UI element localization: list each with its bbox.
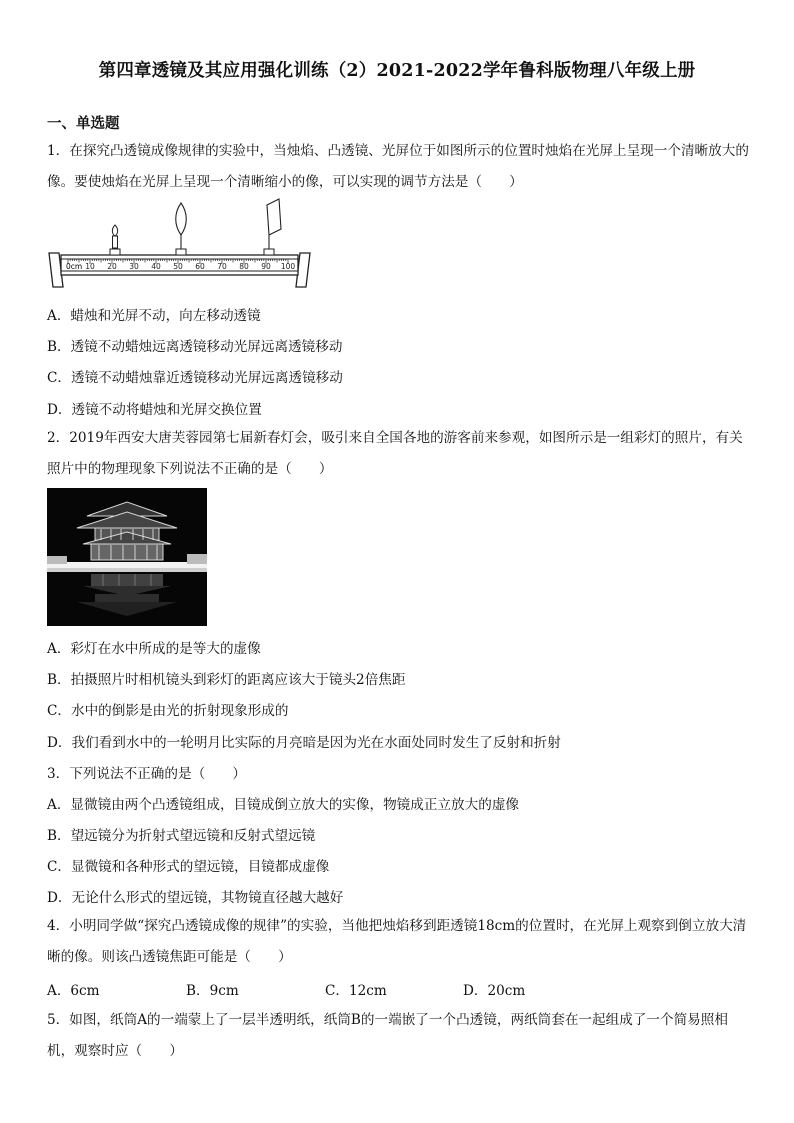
- question-4-stem: 4．小明同学做“探究凸透镜成像的规律”的实验，当他把烛焰移到距透镜18cm的位置时，在光屏上观察到倒立放大清晰的像。则该凸透镜焦距可能是（ ）: [47, 918, 747, 965]
- question-5-stem: 5．如图，纸筒A的一端蒙上了一层半透明纸，纸筒B的一端嵌了一个凸透镜，两纸筒套在一起组成了一个简易照相机，观察时应（ ）: [47, 1012, 728, 1059]
- candle-flame-icon: [112, 225, 117, 236]
- q1-option-b: B．透镜不动蜡烛远离透镜移动光屏远离透镜移动: [47, 339, 343, 355]
- q4-option-c: C．12cm: [325, 983, 387, 999]
- q3-option-c: C．显微镜和各种形式的望远镜，目镜都成虚像: [47, 859, 330, 875]
- question-2-stem: 2．2019年西安大唐芙蓉园第七届新春灯会，吸引来自全国各地的游客前来参观，如图所示是一组彩灯的照片，有关照片中的物理现象下列说法不正确的是（ ）: [47, 430, 743, 477]
- bench-unit-label: 0cm: [66, 262, 83, 271]
- question-3-stem: 3．下列说法不正确的是（ ）: [47, 766, 246, 782]
- bench-tick-label: 60: [195, 262, 205, 271]
- q2-option-b: B．拍摄照片时相机镜头到彩灯的距离应该大于镜头2倍焦距: [47, 672, 406, 688]
- bench-tick-label: 80: [239, 262, 249, 271]
- bench-tick-label: 10: [85, 262, 95, 271]
- q3-option-d: D．无论什么形式的望远镜，其物镜直径越大越好: [47, 890, 344, 906]
- section-heading: 一、单选题: [47, 115, 120, 132]
- candle-icon: [113, 236, 118, 248]
- optical-bench-figure: [47, 195, 312, 295]
- convex-lens-icon: [176, 203, 187, 235]
- document-title: 第四章透镜及其应用强化训练（2）2021-2022学年鲁科版物理八年级上册: [98, 61, 696, 81]
- q3-option-b: B．望远镜分为折射式望远镜和反射式望远镜: [47, 828, 316, 844]
- screen-icon: [267, 199, 281, 235]
- bench-tick-label: 90: [261, 262, 271, 271]
- bench-tick-label: 30: [129, 262, 139, 271]
- bench-tick-label: 50: [173, 262, 183, 271]
- q4-option-a: A．6cm: [47, 983, 100, 999]
- q2-option-a: A．彩灯在水中所成的是等大的虚像: [47, 641, 261, 657]
- q2-option-c: C．水中的倒影是由光的折射现象形成的: [47, 703, 289, 719]
- q1-option-a: A．蜡烛和光屏不动，向左移动透镜: [47, 308, 261, 324]
- bench-tick-label: 20: [107, 262, 117, 271]
- bench-tick-label: 40: [151, 262, 161, 271]
- question-1-stem: 1．在探究凸透镜成像规律的实验中，当烛焰、凸透镜、光屏位于如图所示的位置时烛焰在光屏上呈现一个清晰放大的像。要使烛焰在光屏上呈现一个清晰缩小的像，可以实现的调节方法是（ ）: [47, 143, 749, 190]
- bench-tick-label: 70: [217, 262, 227, 271]
- q4-option-b: B．9cm: [186, 983, 239, 999]
- q1-option-d: D．透镜不动将蜡烛和光屏交换位置: [47, 402, 262, 418]
- q4-option-d: D．20cm: [463, 983, 526, 999]
- q1-option-c: C．透镜不动蜡烛靠近透镜移动光屏远离透镜移动: [47, 370, 343, 386]
- bench-tick-label: 100: [280, 262, 296, 271]
- q3-option-a: A．显微镜由两个凸透镜组成，目镜成倒立放大的实像，物镜成正立放大的虚像: [47, 797, 520, 813]
- lantern-festival-photo: [47, 488, 207, 626]
- q2-option-d: D．我们看到水中的一轮明月比实际的月亮暗是因为光在水面处同时发生了反射和折射: [47, 735, 561, 751]
